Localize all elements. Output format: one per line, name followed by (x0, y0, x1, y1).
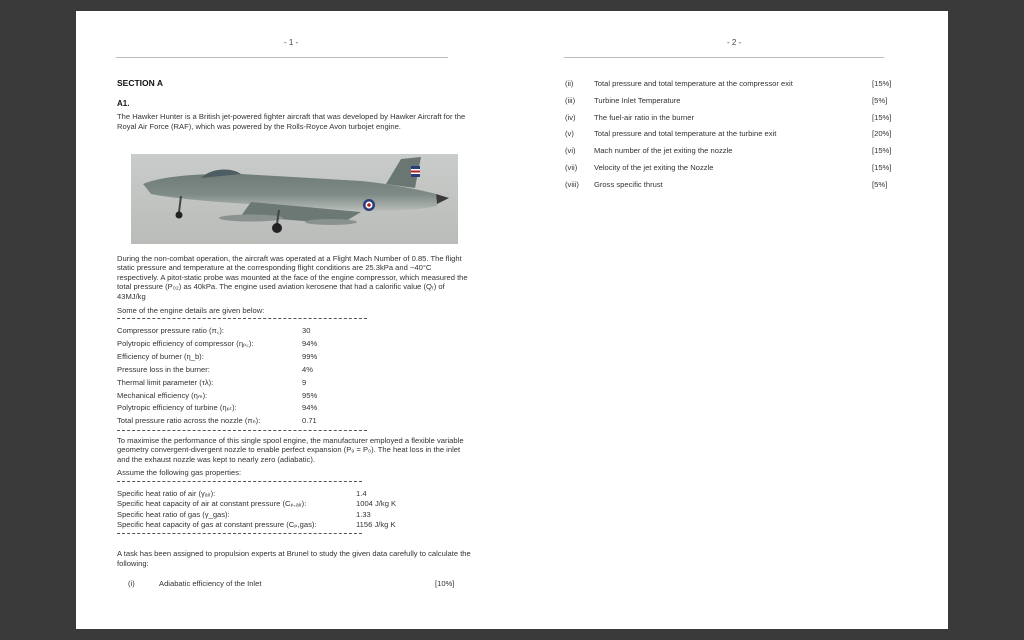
gas-property-label: Specific heat ratio of air (γₐᵢᵣ): (117, 489, 216, 498)
hawker-hunter-image (131, 154, 458, 244)
nozzle-paragraph: To maximise the performance of this single spool engine, the manufacturer employed a flexible variable geometry convergent-divergent nozzle to enable perfect expansion (P₉ = P₀). The heat loss in the inlet and the exhaust nozzle was kept to nearly zero (adiabatic). (117, 436, 464, 464)
question-mark: [15%] (872, 163, 892, 172)
engine-detail-label: Mechanical efficiency (ηₘ): (117, 390, 208, 400)
gas-property-value: 1.4 (356, 489, 367, 498)
question-text: Total pressure and total temperature at the turbine exit (594, 129, 777, 139)
engine-details-intro: Some of the engine details are given below: (117, 306, 265, 315)
gas-property-row (117, 489, 417, 498)
intro-paragraph: The Hawker Hunter is a British jet-powered fighter aircraft that was developed by Hawker Aircraft for the Royal Air Force (RAF), which was powered by the Rolls-Royce Avon turbojet engine. (117, 112, 466, 131)
question-text: The fuel-air ratio in the burner (594, 112, 695, 122)
question-number: (vi) (565, 146, 576, 156)
question-mark: [5%] (872, 179, 888, 189)
question-number: A1. (117, 99, 130, 108)
question-mark: [15%] (872, 112, 892, 122)
engine-detail-value: 4% (302, 364, 313, 374)
question-text: Gross specific thrust (594, 179, 663, 189)
page-number-2: - 2 - (727, 38, 742, 47)
question-text: Mach number of the jet exiting the nozzle (594, 146, 733, 156)
question-number: (v) (565, 129, 574, 139)
document-page (76, 11, 948, 629)
gas-property-row (117, 499, 417, 508)
question-number: (vii) (565, 163, 578, 172)
question-text: Total pressure and total temperature at the compressor exit (594, 79, 793, 88)
question-number: (viii) (565, 179, 579, 189)
engine-detail-row (117, 391, 377, 400)
divider (117, 481, 362, 482)
question-mark: [5%] (872, 95, 888, 105)
engine-detail-row (117, 365, 377, 374)
engine-detail-row (117, 339, 377, 349)
engine-detail-value: 94% (302, 403, 318, 413)
gas-properties-intro: Assume the following gas properties: (117, 468, 242, 477)
question-text: Adiabatic efficiency of the Inlet (159, 579, 262, 588)
question-number: (ii) (565, 79, 574, 88)
question-number: (i) (128, 579, 135, 588)
engine-detail-value: 0.71 (302, 416, 317, 426)
engine-detail-label: Compressor pressure ratio (π꜀): (117, 326, 225, 335)
engine-detail-row (117, 326, 377, 336)
engine-detail-label: Total pressure ratio across the nozzle (πₙ): (117, 416, 261, 426)
gas-property-label: Specific heat capacity of gas at constant pressure (Cₚ,gas): (117, 519, 317, 529)
engine-detail-value: 99% (302, 351, 318, 361)
engine-detail-value: 94% (302, 338, 318, 348)
task-paragraph: A task has been assigned to propulsion experts at Brunel to study the given data carefully to calculate the following: (117, 549, 471, 568)
header-rule-1 (116, 57, 448, 58)
engine-detail-label: Polytropic efficiency of turbine (ηₚₜ): (117, 403, 237, 413)
gas-property-row (117, 510, 417, 519)
operation-paragraph: During the non-combat operation, the aircraft was operated at a Flight Mach Number of 0.85. The flight static pressure and temperature at the corresponding flight conditions are 25.3kPa and −40°C respectively. A pitot-static probe was mounted at the face of the engine compressor, which measured the total pressure (P₀₂) as 40kPa. The engine used aviation kerosene that had a calorific value (Qᵣ) of 43MJ/kg (117, 254, 468, 301)
question-mark: [15%] (872, 79, 892, 88)
gas-property-value: 1.33 (356, 509, 371, 519)
page-number-1: - 1 - (284, 38, 299, 47)
question-mark: [20%] (872, 129, 892, 139)
gas-property-value: 1156 J/kg K (356, 519, 396, 529)
gas-property-label: Specific heat ratio of gas (γ_gas): (117, 509, 230, 519)
question-number: (iv) (565, 112, 576, 122)
engine-detail-label: Pressure loss in the burner: (117, 364, 210, 374)
section-heading: SECTION A (117, 78, 163, 88)
question-text: Velocity of the jet exiting the Nozzle (594, 163, 714, 172)
question-mark: [10%] (435, 579, 455, 588)
engine-detail-label: Efficiency of burner (η_b): (117, 351, 204, 361)
gas-property-value: 1004 J/kg K (356, 499, 397, 509)
gas-property-row (117, 520, 417, 529)
engine-detail-row (117, 403, 377, 412)
engine-detail-label: Thermal limit parameter (τλ): (117, 377, 214, 387)
divider (117, 318, 367, 319)
question-number: (iii) (565, 95, 576, 105)
header-rule-2 (564, 57, 884, 58)
engine-detail-label: Polytropic efficiency of compressor (ηₚ꜀): (117, 338, 254, 348)
question-mark: [15%] (872, 146, 892, 156)
engine-detail-value: 30 (302, 326, 311, 335)
engine-detail-value: 95% (302, 390, 318, 400)
engine-detail-row (117, 416, 377, 425)
engine-detail-value: 9 (302, 377, 307, 387)
engine-detail-row (117, 378, 377, 387)
divider (117, 430, 367, 431)
engine-detail-row (117, 352, 377, 361)
divider (117, 533, 362, 534)
gas-property-label: Specific heat capacity of air at constant pressure (Cₚ,ₐᵢᵣ): (117, 499, 307, 509)
question-text: Turbine Inlet Temperature (594, 95, 681, 105)
